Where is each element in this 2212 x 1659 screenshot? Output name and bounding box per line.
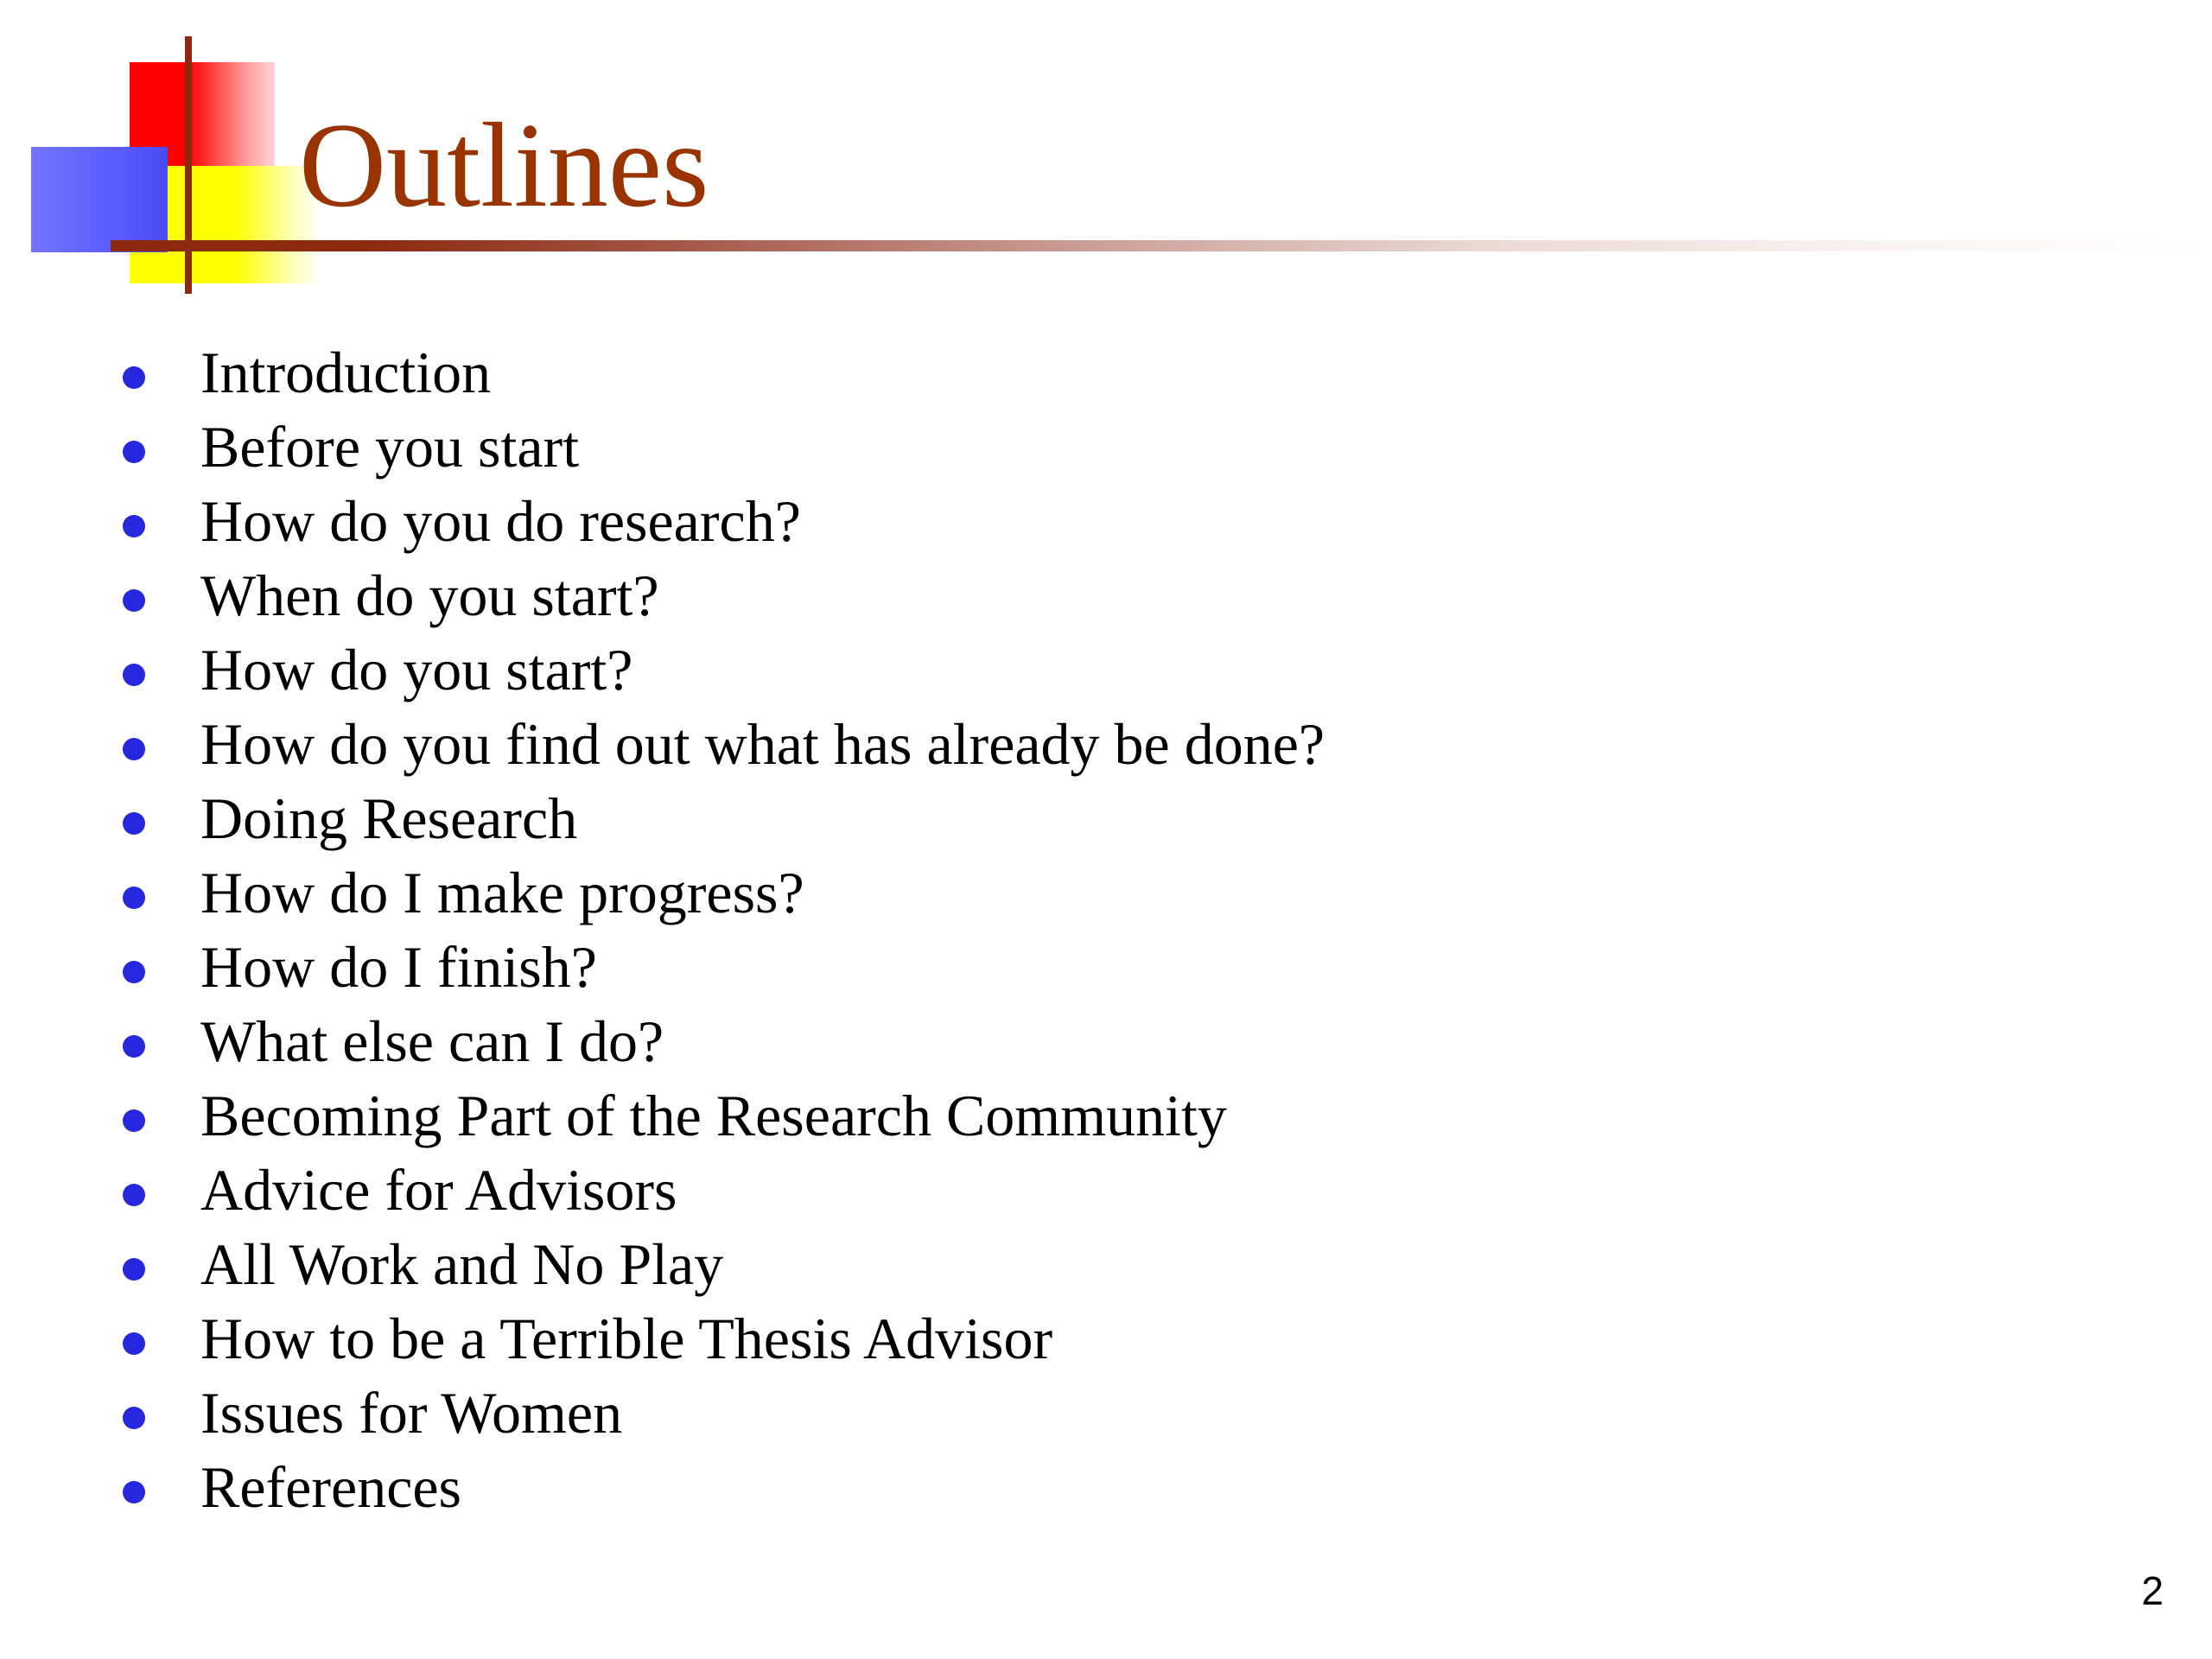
blue-square-decoration <box>31 147 168 252</box>
list-item <box>0 930 1728 1004</box>
bullet-icon <box>123 1258 145 1281</box>
list-item <box>0 781 1728 855</box>
list-item <box>0 1153 1728 1227</box>
bullet-icon <box>123 1481 145 1503</box>
bullet-icon <box>123 887 145 909</box>
bullet-icon <box>123 1184 145 1206</box>
list-item-label: How do you find out what has already be done? <box>200 711 1325 777</box>
list-item <box>0 1376 1728 1450</box>
list-item <box>0 707 1728 781</box>
list-item-label: Issues for Women <box>200 1380 623 1446</box>
bullet-icon <box>123 1035 145 1058</box>
title-underline <box>111 240 2212 251</box>
list-item <box>0 558 1728 632</box>
bullet-icon <box>123 738 145 760</box>
list-item <box>0 1004 1728 1078</box>
bullet-icon <box>123 1332 145 1355</box>
list-item-label: How to be a Terrible Thesis Advisor <box>200 1306 1053 1371</box>
outline-list <box>0 335 1728 1524</box>
bullet-icon <box>123 812 145 835</box>
bullet-icon <box>123 366 145 389</box>
list-item-label: What else can I do? <box>200 1008 664 1074</box>
list-item <box>0 410 1728 484</box>
list-item <box>0 1450 1728 1524</box>
list-item-label: Before you start <box>200 414 580 480</box>
list-item-label: When do you start? <box>200 563 659 628</box>
page-number: 2 <box>2141 1568 2164 1613</box>
bullet-icon <box>123 1407 145 1429</box>
bullet-icon <box>123 441 145 463</box>
bullet-icon <box>123 961 145 983</box>
slide-title: Outlines <box>299 99 709 232</box>
list-item-label: All Work and No Play <box>200 1231 724 1297</box>
list-item <box>0 335 1728 410</box>
list-item <box>0 1301 1728 1376</box>
list-item <box>0 855 1728 930</box>
list-item-label: Introduction <box>200 340 492 405</box>
list-item-label: How do you do research? <box>200 488 801 554</box>
list-item <box>0 1078 1728 1153</box>
list-item-label: How do I finish? <box>200 934 597 1000</box>
list-item-label: References <box>200 1454 462 1520</box>
list-item-label: Becoming Part of the Research Community <box>200 1083 1227 1148</box>
vertical-rule-decoration <box>185 36 192 294</box>
list-item <box>0 1227 1728 1301</box>
bullet-icon <box>123 515 145 537</box>
list-item-label: How do you start? <box>200 637 633 702</box>
bullet-icon <box>123 1109 145 1132</box>
list-item-label: Doing Research <box>200 785 578 851</box>
list-item-label: Advice for Advisors <box>200 1157 677 1223</box>
list-item-label: How do I make progress? <box>200 860 804 925</box>
list-item <box>0 632 1728 707</box>
bullet-icon <box>123 589 145 612</box>
list-item <box>0 484 1728 558</box>
bullet-icon <box>123 664 145 686</box>
